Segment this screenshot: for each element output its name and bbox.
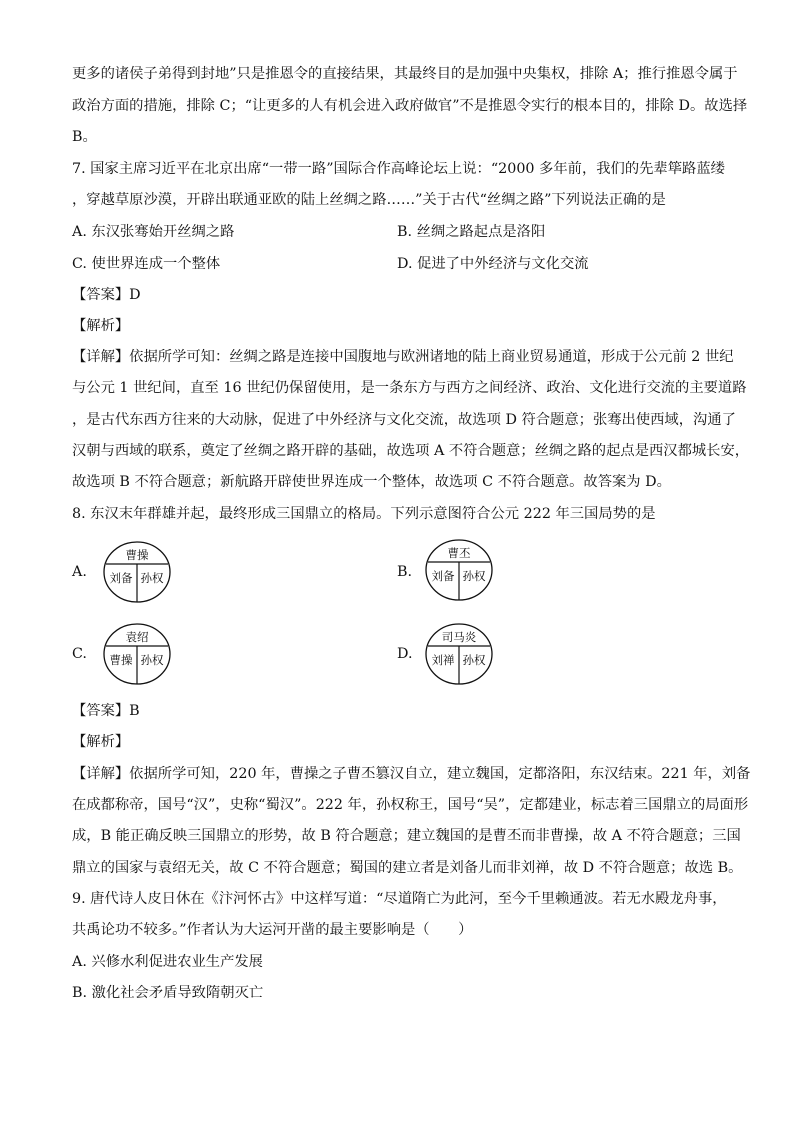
q8-detail: 【详解】依据所学可知，220 年，曹操之子曹丕篡汉自立，建立魏国，定都洛阳，东汉结束。221 年，刘备 bbox=[72, 766, 751, 782]
q8-option-a-diagram bbox=[102, 540, 172, 604]
q7-option-d: D. 促进了中外经济与文化交流 bbox=[397, 256, 589, 272]
q7-option-c: C. 使世界连成一个整体 bbox=[72, 256, 221, 272]
q8-d-left-label: 刘禅 bbox=[431, 653, 455, 667]
question-9-stem: 共禹论功不较多。”作者认为大运河开凿的最主要影响是（ ） bbox=[72, 922, 473, 938]
q9-option-b: B. 激化社会矛盾导致隋朝灭亡 bbox=[72, 985, 264, 1001]
question-7-stem: ，穿越草原沙漠，开辟出联通亚欧的陆上丝绸之路……”关于古代“丝绸之路”下列说法正确的是 bbox=[72, 192, 666, 208]
q8-detail: 在成都称帝，国号“汉”，史称“蜀汉”。222 年，孙权称王，国号“吴”，定都建业，标志着三国鼎立的局面形 bbox=[72, 797, 749, 813]
q7-answer: 【答案】D bbox=[72, 287, 141, 303]
text-line: 更多的诸侯子弟得到封地”只是推恩令的直接结果，其最终目的是加强中央集权，排除 A；推行推恩令属于 bbox=[72, 66, 738, 82]
q8-a-left-label: 刘备 bbox=[109, 571, 133, 585]
q8-a-top-label: 曹操 bbox=[125, 548, 149, 562]
q7-detail: 故选项 B 不符合题意；新航路开辟使世界连成一个整体，故选项 C 不符合题意。故答案为 D。 bbox=[72, 474, 671, 490]
q7-detail: ，是古代东西方往来的大动脉，促进了中外经济与文化交流，故选项 D 符合题意；张骞出使西域，沟通了 bbox=[72, 412, 736, 428]
q8-b-right-label: 孙权 bbox=[462, 569, 486, 583]
q8-b-top-label: 曹丕 bbox=[447, 546, 471, 560]
q8-c-left-label: 曹操 bbox=[109, 653, 133, 667]
q9-option-a: A. 兴修水利促进农业生产发展 bbox=[72, 954, 263, 970]
q7-detail: 与公元 1 世纪间，直至 16 世纪仍保留使用，是一条东方与西方之间经济、政治、文化进行交流的主要道路 bbox=[72, 380, 747, 396]
q8-option-c-diagram bbox=[102, 622, 172, 686]
q8-d-right-label: 孙权 bbox=[462, 653, 486, 667]
question-8-stem: 8. 东汉末年群雄并起，最终形成三国鼎立的格局。下列示意图符合公元 222 年三国局势的是 bbox=[72, 506, 656, 522]
q7-detail: 汉朝与西域的联系，奠定了丝绸之路开辟的基础，故选项 A 不符合题意；丝绸之路的起点是西汉都城长安， bbox=[72, 443, 750, 459]
q7-option-a: A. 东汉张骞始开丝绸之路 bbox=[72, 224, 235, 240]
text-line: B。 bbox=[72, 129, 97, 145]
q7-option-b: B. 丝绸之路起点是洛阳 bbox=[397, 224, 546, 240]
text-line: 政治方面的措施，排除 C；“让更多的人有机会进入政府做官”不是推恩令实行的根本目的，排除 D。故选择 bbox=[72, 98, 748, 114]
question-7-stem: 7. 国家主席习近平在北京出席“一带一路”国际合作高峰论坛上说：“2000 多年前，我们的先辈筚路蓝缕 bbox=[72, 161, 725, 177]
q8-c-top-label: 袁绍 bbox=[125, 630, 149, 644]
q8-detail: 鼎立的国家与袁绍无关，故 C 不符合题意；蜀国的建立者是刘备儿而非刘禅，故 D 不符合题意；故选 B。 bbox=[72, 860, 743, 876]
q8-c-right-label: 孙权 bbox=[140, 653, 164, 667]
question-9-stem: 9. 唐代诗人皮日休在《汴河怀古》中这样写道：“尽道隋亡为此河，至今千里赖通波。若无水殿龙舟事， bbox=[72, 891, 727, 907]
q8-detail: 成，B 能正确反映三国鼎立的形势，故 B 符合题意；建立魏国的是曹丕而非曹操，故 A 不符合题意；三国 bbox=[72, 828, 741, 844]
q8-option-d-diagram bbox=[424, 622, 494, 686]
q7-analysis-label: 【解析】 bbox=[72, 318, 130, 334]
q8-option-c-letter: C. bbox=[72, 646, 87, 662]
q8-d-top-label: 司马炎 bbox=[441, 630, 477, 644]
q8-b-left-label: 刘备 bbox=[431, 569, 455, 583]
q8-option-a-letter: A. bbox=[72, 564, 87, 580]
q7-detail: 【详解】依据所学可知：丝绸之路是连接中国腹地与欧洲诸地的陆上商业贸易通道，形成于公元前 2 世纪 bbox=[72, 349, 734, 365]
q8-a-right-label: 孙权 bbox=[140, 571, 164, 585]
q8-option-d-letter: D. bbox=[397, 646, 413, 662]
q8-analysis-label: 【解析】 bbox=[72, 734, 130, 750]
q8-answer: 【答案】B bbox=[72, 703, 140, 719]
q8-option-b-letter: B. bbox=[397, 564, 413, 580]
q8-option-b-diagram bbox=[424, 538, 494, 602]
